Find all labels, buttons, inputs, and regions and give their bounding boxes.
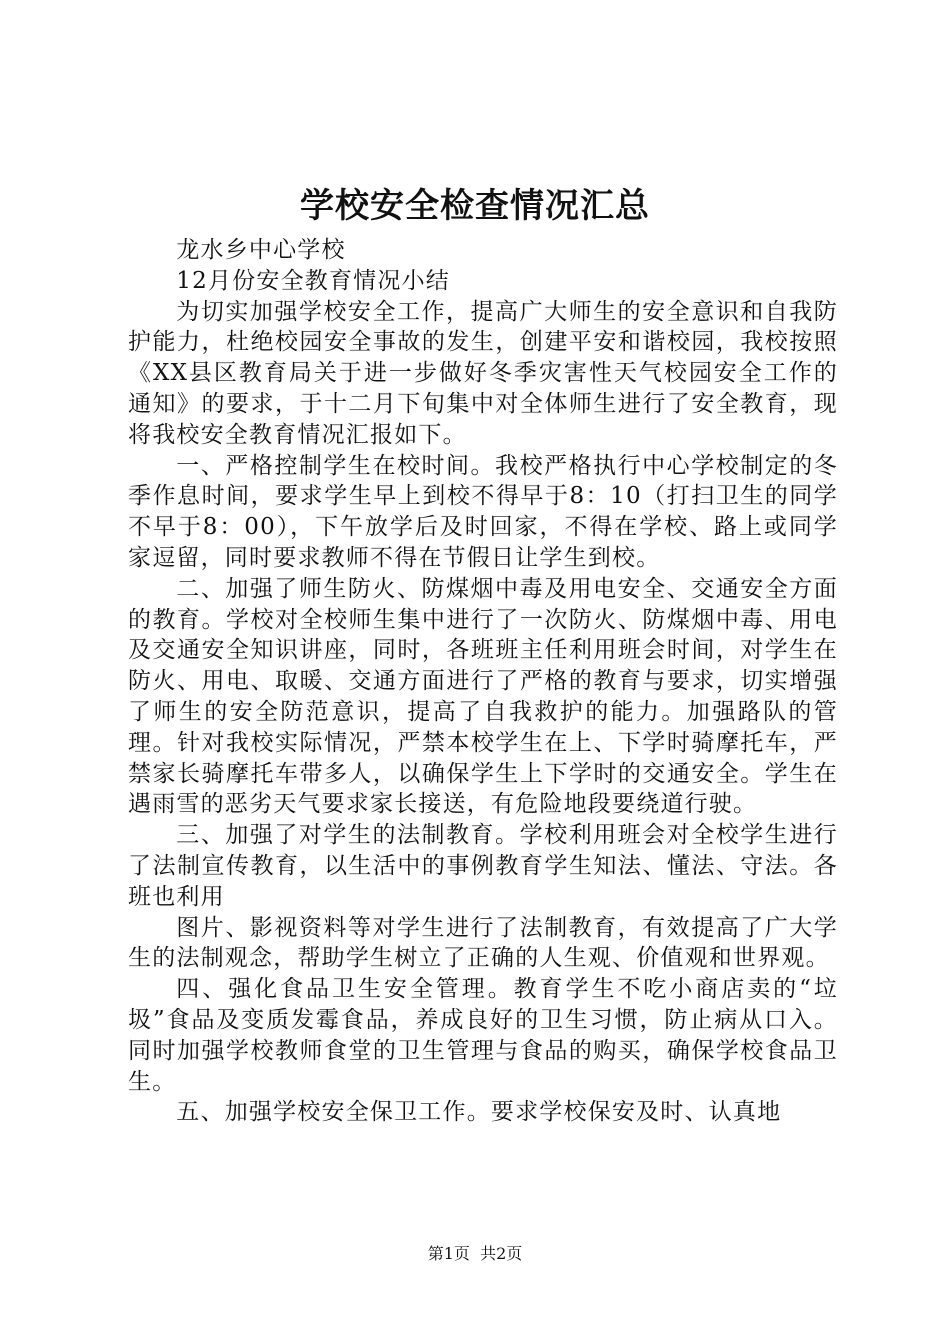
body-paragraph: 图片、影视资料等对学生进行了法制教育，有效提高了广大学生的法制观念，帮助学生树立了正确的人生观、价值观和世界观。 <box>128 914 838 972</box>
body-paragraph: 为切实加强学校安全工作，提高广大师生的安全意识和自我防护能力，杜绝校园安全事故的发生，创建平安和谐校园，我校按照《XX县区教育局关于进一步做好冬季灾害性天气校园安全工作的通知》的要求，于十二月下旬集中对全体师生进行了安全教育，现将我校安全教育情况汇报如下。 <box>128 298 838 448</box>
page-footer <box>0 1243 950 1265</box>
page-number-total: 共2页 <box>480 1244 523 1263</box>
body-paragraph: 一、严格控制学生在校时间。我校严格执行中心学校制定的冬季作息时间，要求学生早上到校不得早于8：10（打扫卫生的同学不早于8：00），下午放学后及时回家，不得在学校、路上或同学家逗留，同时要求教师不得在节假日让学生到校。 <box>128 452 838 571</box>
body-paragraph: 五、加强学校安全保卫工作。要求学校保安及时、认真地 <box>176 1099 782 1126</box>
document-body <box>128 235 838 1128</box>
footer-spacer <box>470 1244 480 1263</box>
page-number-current: 第1页 <box>427 1244 470 1263</box>
body-paragraph: 三、加强了对学生的法制教育。学校利用班会对全校学生进行了法制宣传教育，以生活中的事例教育学生知法、懂法、守法。各班也利用 <box>128 822 838 910</box>
report-subtitle-line: 12月份安全教育情况小结 <box>176 267 450 294</box>
body-paragraph: 二、加强了师生防火、防煤烟中毒及用电安全、交通安全方面的教育。学校对全校师生集中进行了一次防火、防煤烟中毒、用电及交通安全知识讲座，同时，各班班主任利用班会时间，对学生在防火、用电、取暖、交通方面进行了严格的教育与要求，切实增强了师生的安全防范意识，提高了自我救护的能力。加强路队的管理。针对我校实际情况，严禁本校学生在上、下学时骑摩托车，严禁家长骑摩托车带多人，以确保学生上下学时的交通安全。学生在遇雨雪的恶劣天气要求家长接送，有危险地段要绕道行驶。 <box>128 575 838 818</box>
document-title: 学校安全检查情况汇总 <box>300 186 650 226</box>
school-name-line: 龙水乡中心学校 <box>176 237 346 263</box>
body-paragraph: 四、强化食品卫生安全管理。教育学生不吃小商店卖的“垃圾”食品及变质发霉食品，养成良好的卫生习惯，防止病从口入。同时加强学校教师食堂的卫生管理与食品的购买，确保学校食品卫生。 <box>128 976 838 1095</box>
